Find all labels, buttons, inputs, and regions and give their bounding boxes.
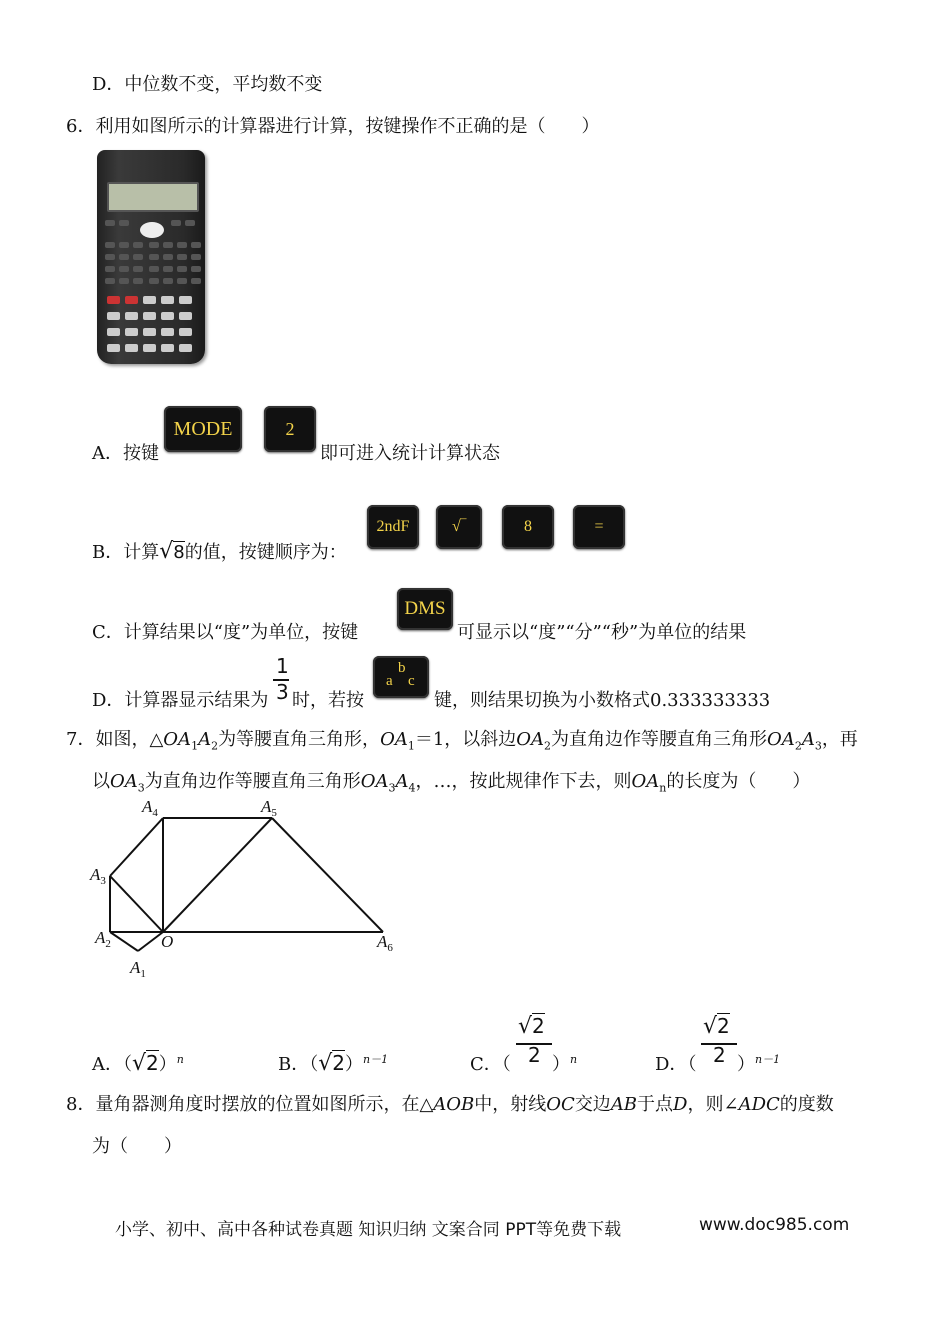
q6-option-d-prefix: D．计算器显示结果为 — [92, 690, 269, 711]
calculator-button — [163, 266, 173, 272]
calculator-button — [105, 220, 115, 226]
calculator-button — [133, 278, 143, 284]
calculator-button — [177, 278, 187, 284]
calculator-button — [119, 266, 129, 272]
label-a4: $A_4$ — [142, 797, 158, 819]
calculator-button — [177, 254, 187, 260]
calculator-button — [149, 278, 159, 284]
calculator-button — [107, 344, 120, 352]
calculator-button — [119, 220, 129, 226]
calculator-button — [191, 266, 201, 272]
calculator-button — [125, 328, 138, 336]
second-function-key: 2ndF — [367, 505, 419, 549]
calculator-button — [161, 344, 174, 352]
calculator-button — [143, 296, 156, 304]
fraction-denominator: 3 — [276, 680, 289, 704]
calculator-button — [105, 242, 115, 248]
q7-option-a: A．$(√2)^n$ — [92, 1051, 184, 1076]
dms-key: DMS — [397, 588, 453, 630]
calculator-button — [119, 254, 129, 260]
calculator-dpad — [140, 222, 164, 238]
edge-a1-a2 — [110, 932, 138, 951]
q7-option-c-denominator: 2 — [528, 1043, 541, 1067]
calculator-button — [179, 328, 192, 336]
calculator-button — [179, 344, 192, 352]
calculator-button — [133, 266, 143, 272]
calculator-button — [125, 344, 138, 352]
calculator-button — [105, 266, 115, 272]
sqrt-sign: √ — [159, 539, 174, 564]
q5-option-d: D．中位数不变，平均数不变 — [92, 74, 323, 95]
calculator-image — [97, 150, 205, 364]
q6-option-b — [92, 538, 347, 564]
calculator-button — [179, 296, 192, 304]
footer-link[interactable]: www.doc985.com — [699, 1215, 850, 1235]
eight-key: 8 — [502, 505, 554, 549]
calculator-button — [125, 312, 138, 320]
q8-stem-line2: 为（ ） — [92, 1136, 182, 1157]
calculator-button — [125, 296, 138, 304]
calculator-button — [191, 254, 201, 260]
q6-stem: 6．利用如图所示的计算器进行计算，按键操作不正确的是（ ） — [66, 116, 600, 137]
q6-option-b-mid: 的值，按键顺序为： — [184, 542, 347, 563]
edge-a3-a4 — [110, 818, 163, 876]
q6-option-d-suffix: 键，则结果切换为小数格式0.333333333 — [434, 690, 771, 711]
q6-option-a-suffix: 即可进入统计计算状态 — [320, 443, 500, 464]
calculator-button — [171, 220, 181, 226]
calculator-button — [119, 242, 129, 248]
q7-figure — [85, 795, 415, 980]
label-a3: $A_3$ — [90, 865, 106, 887]
calculator-button — [119, 278, 129, 284]
q7-option-d-denominator: 2 — [713, 1043, 726, 1067]
q6-option-a-prefix: A．按键 — [92, 443, 159, 464]
label-a2: $A_2$ — [95, 928, 111, 950]
calculator-button — [149, 254, 159, 260]
q7-stem-line2: 以$OA_3$为直角边作等腰直角三角形$OA_3A_4$，…，按此规律作下去，则$OA_n$的长度为（ ） — [92, 771, 811, 795]
calculator-button — [143, 312, 156, 320]
q6-option-c-prefix: C．计算结果以“度”为单位，按键 — [92, 622, 359, 643]
calculator-button — [143, 328, 156, 336]
fraction-numerator: 1 — [276, 654, 289, 678]
calculator-button — [161, 296, 174, 304]
footer-text: 小学、初中、高中各种试卷真题 知识归纳 文案合同 PPT等免费下载 — [115, 1220, 622, 1240]
calculator-button — [177, 242, 187, 248]
calculator-button — [177, 266, 187, 272]
fraction-key: a b c — [373, 656, 429, 698]
sqrt-key: √‾ — [436, 505, 482, 549]
q6-option-b-radicand: 8 — [173, 542, 185, 563]
calculator-button — [149, 242, 159, 248]
q7-option-b: B．$(√2)^{n-1}$ — [278, 1051, 389, 1076]
label-a1: $A_1$ — [130, 958, 146, 980]
edge-a3-o — [110, 876, 163, 932]
equals-key: = — [573, 505, 625, 549]
calculator-button — [161, 312, 174, 320]
q6-option-c-suffix: 可显示以“度”“分”“秒”为单位的结果 — [457, 622, 747, 643]
label-a6: $A_6$ — [377, 932, 393, 954]
calculator-screen — [107, 182, 199, 212]
q7-option-c-tail: ）$^n$ — [552, 1053, 578, 1075]
calculator-button — [107, 312, 120, 320]
calculator-button — [143, 344, 156, 352]
calculator-button — [185, 220, 195, 226]
calculator-button — [163, 278, 173, 284]
label-o: O — [161, 932, 174, 951]
edge-a5-a6 — [272, 818, 383, 932]
calculator-button — [161, 328, 174, 336]
mode-key: MODE — [164, 406, 242, 452]
calculator-button — [133, 254, 143, 260]
edge-a5-o — [163, 818, 272, 932]
calculator-button — [107, 328, 120, 336]
calculator-button — [105, 278, 115, 284]
q8-stem-line1: 8．量角器测角度时摆放的位置如图所示，在△AOB中，射线OC交边AB于点D，则∠ADC的度数 — [66, 1094, 834, 1115]
two-key: 2 — [264, 406, 316, 452]
edge-o-a1 — [138, 932, 163, 951]
calculator-button — [107, 296, 120, 304]
calculator-button — [163, 242, 173, 248]
calculator-button — [105, 254, 115, 260]
calculator-button — [133, 242, 143, 248]
q7-option-d-numerator: √2 — [703, 1014, 730, 1039]
calculator-button — [191, 278, 201, 284]
q7-option-d-label: D．（ — [655, 1054, 697, 1075]
q7-stem-line1: 7．如图，$\triangle OA_1A_2$为等腰直角三角形，$OA_1=1$，以斜边$OA_2$为直角边作等腰直角三角形$OA_2A_3$，再 — [66, 729, 858, 753]
q7-option-d-tail: ）$^{n-1}$ — [737, 1053, 781, 1075]
q7-option-c-label: C．（ — [470, 1054, 511, 1075]
calculator-button — [179, 312, 192, 320]
label-a5: $A_5$ — [261, 797, 277, 819]
calculator-button — [163, 254, 173, 260]
q6-option-b-prefix: B．计算 — [92, 542, 160, 563]
q7-option-c-numerator: √2 — [518, 1014, 545, 1039]
calculator-button — [191, 242, 201, 248]
q6-option-d-mid: 时，若按 — [292, 690, 364, 711]
calculator-button — [149, 266, 159, 272]
